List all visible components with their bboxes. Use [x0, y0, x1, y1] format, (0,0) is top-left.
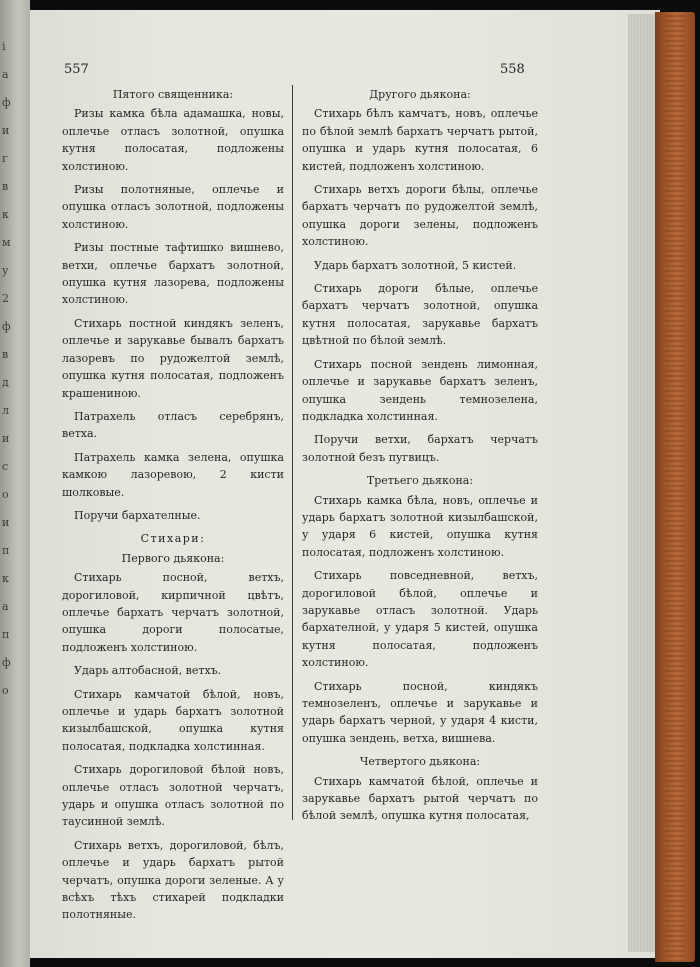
paragraph: Ризы постные тафтишко вишнево, ветхи, оплечье бархатъ золотной, опушка кутня лазорева, подложены холстиною.: [62, 241, 284, 307]
paragraph: Стихарь посной зендень лимонная, оплечье и зарукавье бархатъ зеленъ, опушка зендень темнозелена, подкладка холстинная.: [302, 357, 538, 423]
section-heading: Первого дьякона:: [121, 551, 225, 565]
paragraph: Стихарь камчатой бѣлой, новъ, оплечье и ударь бархатъ золотной кизылбашской, опушка кутня полосатая, подкладка холстинная.: [62, 687, 284, 753]
paragraph: Ударь алтобасной, ветхъ.: [74, 664, 222, 678]
previous-page-text-fragment: у: [2, 264, 9, 277]
section-heading: Третьего дьякона:: [366, 474, 474, 488]
left-column: [62, 86, 284, 930]
section-heading: Другого дьякона:: [369, 88, 471, 101]
previous-page-text-fragment: и: [2, 516, 10, 529]
paragraph: Ризы полотняные, оплечье и опушка отласъ золотной, подложены холстиною.: [62, 183, 284, 231]
previous-page-text-fragment: 2: [2, 292, 9, 305]
previous-page-text-fragment: о: [2, 684, 9, 697]
previous-page-text-fragment: с: [2, 460, 9, 473]
right-column: [302, 86, 538, 831]
section-heading: Пятого священника:: [112, 88, 234, 101]
previous-page-text-fragment: в: [2, 348, 9, 361]
previous-page-text-fragment: п: [2, 628, 10, 641]
previous-page-text-fragment: а: [2, 600, 9, 613]
book-spine: [655, 12, 695, 962]
section-heading: Стихари:: [140, 532, 206, 546]
previous-page-text-fragment: и: [2, 124, 10, 137]
paragraph: Патрахель отласъ серебрянъ, ветха.: [62, 409, 284, 441]
previous-page-text-fragment: м: [2, 236, 11, 249]
column-divider: [292, 85, 293, 820]
previous-page-text-fragment: д: [2, 376, 9, 389]
paragraph: Ризы камка бѣла адамашка, новы, оплечье отласъ золотной, опушка кутня полосатая, подложены холстиною.: [62, 107, 284, 173]
page-number-left: 557: [64, 62, 89, 77]
paragraph: Стихарь камка бѣла, новъ, оплечье и ударь бархатъ золотной кизылбашской, у ударя 6 кистей, опушка кутня полосатая, подложенъ холстиною.: [302, 493, 538, 559]
previous-page-text-fragment: і: [2, 40, 6, 53]
previous-page-text-fragment: о: [2, 488, 9, 501]
previous-page-text-fragment: п: [2, 544, 10, 557]
previous-page-text-fragment: ф: [2, 96, 11, 109]
paragraph: Поручи ветхи, бархатъ черчатъ золотной безъ пугвицъ.: [302, 433, 538, 464]
paragraph: Стихарь посной, киндякъ темнозеленъ, оплечье и зарукавье и ударь бархатъ черной, у ударя 4 кисти, опушка зендень, ветха, вишнева.: [302, 679, 538, 745]
paragraph: Патрахель камка зелена, опушка камкою лазоревою, 2 кисти шолковые.: [62, 450, 284, 499]
paragraph: Поручи бархателные.: [74, 508, 201, 522]
previous-page-text-fragment: в: [2, 180, 9, 193]
paragraph: Стихарь дорогиловой бѣлой новъ, оплечье отласъ золотной черчатъ, ударь и опушка отласъ золотной по таусинной землѣ.: [62, 763, 284, 829]
previous-page-text-fragment: г: [2, 152, 8, 165]
paragraph: Стихарь повседневной, ветхъ, дорогиловой бѣлой, оплечье и зарукавье отласъ золотной. Ударь бархателной, у ударя 5 кистей, опушка кутня полосатая, подложенъ холстиною.: [302, 569, 538, 670]
previous-page-text-fragment: ф: [2, 320, 11, 333]
paragraph: Стихарь посной, ветхъ, дорогиловой, кирпичной цвѣтъ, оплечье бархатъ черчатъ золотной, опушка дороги полосатые, подложенъ холстиною.: [62, 571, 284, 654]
previous-page-text-fragment: и: [2, 432, 10, 445]
previous-page-edge: [0, 0, 30, 967]
section-heading: Четвертого дьякона:: [359, 755, 481, 769]
paragraph: Ударь бархатъ золотной, 5 кистей.: [314, 258, 517, 272]
previous-page-text-fragment: к: [2, 208, 9, 221]
previous-page-text-fragment: ф: [2, 656, 11, 669]
previous-page-text-fragment: л: [2, 404, 9, 417]
paragraph: Стихарь ветхъ дороги бѣлы, оплечье бархатъ черчатъ по рудожелтой землѣ, опушка дороги зелены, подложенъ холстиною.: [302, 183, 538, 249]
previous-page-text-fragment: a: [2, 68, 9, 81]
paragraph: Стихарь постной киндякъ зеленъ, оплечье и зарукавье бывалъ бархатъ лазоревъ по рудожелтой землѣ, опушка кутня полосатая, подложенъ крашениною.: [62, 316, 284, 400]
paragraph: Стихарь дороги бѣлые, оплечье бархатъ черчатъ золотной, опушка кутня полосатая, зарукавье бархатъ цвѣтной по бѣлой землѣ.: [302, 282, 538, 348]
paragraph: Стихарь камчатой бѣлой, оплечье и зарукавье бархатъ рытой черчатъ по бѣлой землѣ, опушка кутня полосатая,: [302, 774, 538, 823]
paragraph: Стихарь бѣлъ камчатъ, новъ, оплечье по бѣлой землѣ бархатъ черчатъ рытой, опушка и ударь кутня полосатая, 6 кистей, подложенъ холстиною.: [302, 107, 538, 173]
page-number-right: 558: [500, 62, 525, 77]
paragraph: Стихарь ветхъ, дорогиловой, бѣлъ, оплечье и ударь бархатъ рытой черчатъ, опушка дороги зеленые. А у всѣхъ тѣхъ стихарей подкладки полотняные.: [62, 838, 284, 922]
page-block-edge: [628, 14, 658, 952]
previous-page-text-fragment: к: [2, 572, 9, 585]
